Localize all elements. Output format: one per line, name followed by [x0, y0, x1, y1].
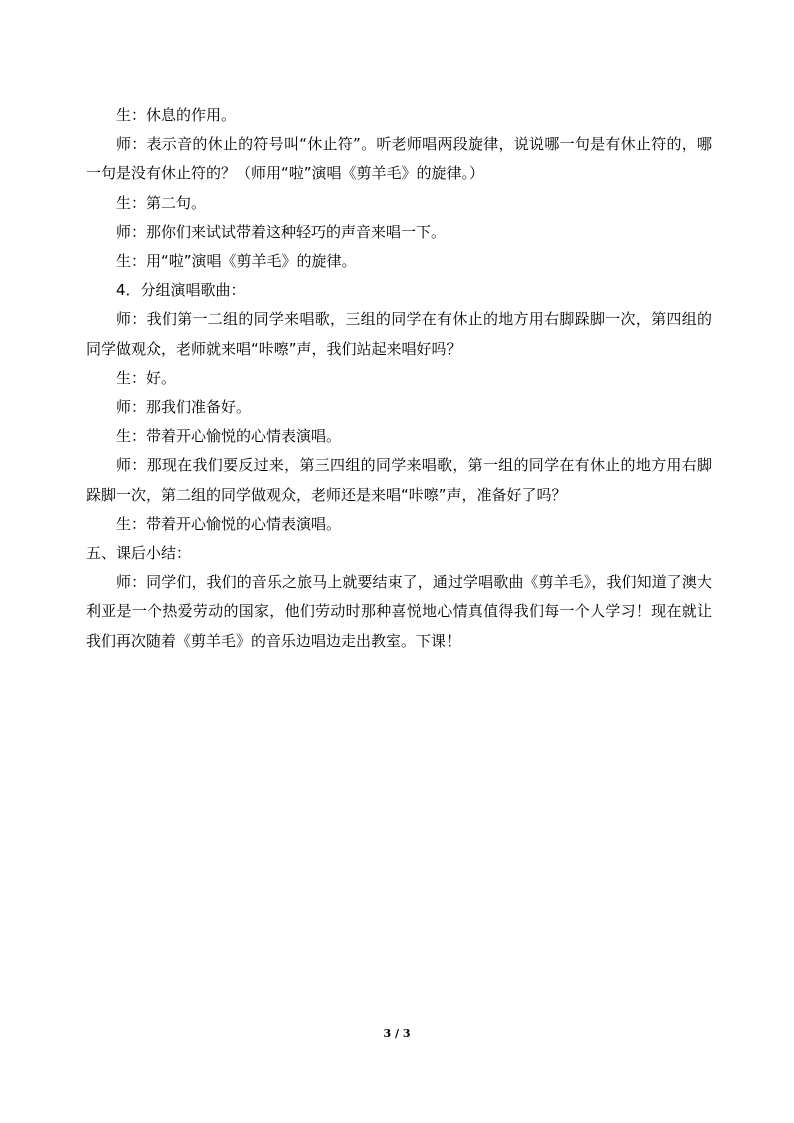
- paragraph: 生：休息的作用。: [116, 106, 237, 124]
- paragraph: 生：第二句。: [116, 193, 207, 212]
- document-body: [86, 101, 712, 656]
- paragraph: 生：带着开心愉悦的心情表演唱。: [116, 514, 342, 533]
- section-heading: 五、课后小结：: [86, 544, 192, 563]
- paragraph: 生：用“啦”演唱《剪羊毛》的旋律。: [116, 252, 357, 271]
- page-number: 3 / 3: [383, 1027, 411, 1040]
- paragraph: 生：好。: [116, 368, 177, 387]
- paragraph: 师：那你们来试试带着这种轻巧的声音来唱一下。: [116, 222, 447, 241]
- paragraph: 师：表示音的休止的符号叫“休止符”。听老师唱两段旋律，说说哪一句是有休止符的，哪一句是没有休止符的？（师用“啦”演唱《剪羊毛》的旋律。）: [86, 135, 712, 183]
- paragraph: 师：那现在我们要反过来，第三四组的同学来唱歌，第一组的同学在有休止的地方用右脚跺脚一次，第二组的同学做观众，老师还是来唱“咔嚓”声，准备好了吗？: [86, 456, 712, 504]
- paragraph: 师：我们第一二组的同学来唱歌，三组的同学在有休止的地方用右脚跺脚一次，第四组的同学做观众，老师就来唱“咔嚓”声，我们站起来唱好吗？: [86, 310, 712, 358]
- paragraph: 师：那我们准备好。: [116, 398, 252, 417]
- section-heading: 4．分组演唱歌曲：: [116, 281, 246, 300]
- paragraph: 师：同学们，我们的音乐之旅马上就要结束了，通过学唱歌曲《剪羊毛》，我们知道了澳大利亚是一个热爱劳动的国家，他们劳动时那种喜悦地心情真值得我们每一个人学习！现在就让我们再次随着《剪羊毛》的音乐边唱边走出教室。下课！: [86, 573, 712, 650]
- paragraph: 生：带着开心愉悦的心情表演唱。: [116, 427, 342, 446]
